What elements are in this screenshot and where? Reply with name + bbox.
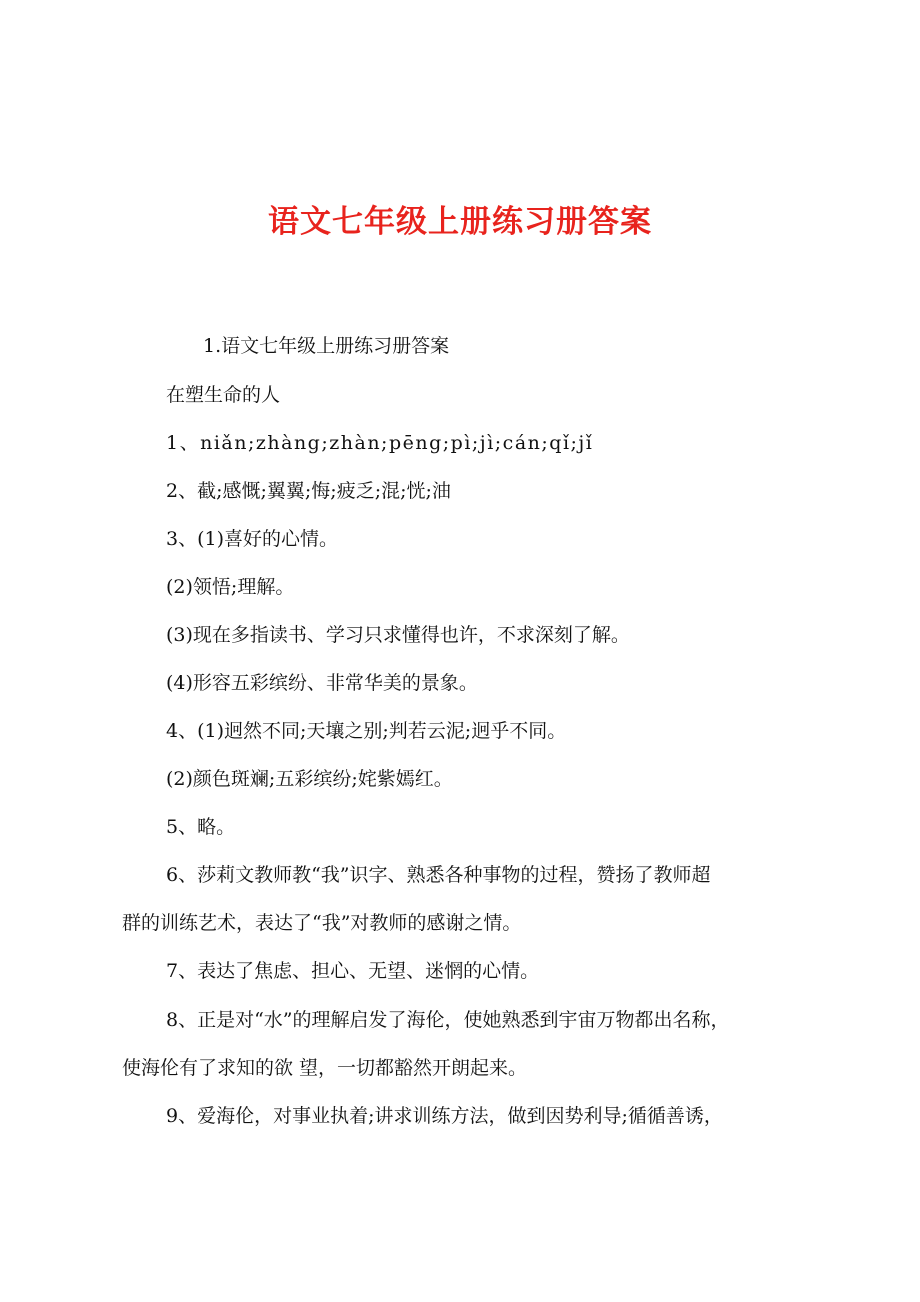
answer-line: 4、(1)迥然不同;天壤之别;判若云泥;迥乎不同。: [166, 720, 567, 742]
answer-line-continued: 使海伦有了求知的欲 望，一切都豁然开朗起来。: [122, 1057, 528, 1079]
answer-line: 5、略。: [166, 816, 236, 838]
answer-line: 7、表达了焦虑、担心、无望、迷惘的心情。: [166, 960, 540, 982]
answer-line: 6、莎莉文教师教“我”识字、熟悉各种事物的过程，赞扬了教师超: [166, 864, 711, 886]
answer-line: (2)颜色斑斓;五彩缤纷;姹紫嫣红。: [166, 768, 453, 790]
answer-line-continued: 群的训练艺术，表达了“我”对教师的感谢之情。: [122, 912, 522, 934]
answer-line: 3、(1)喜好的心情。: [166, 528, 339, 550]
answer-line: 1、niǎn;zhàng;zhàn;pēng;pì;jì;cán;qǐ;jǐ: [166, 432, 594, 454]
answer-line: (2)领悟;理解。: [166, 576, 295, 598]
answer-line: (3)现在多指读书、学习只求懂得也许，不求深刻了解。: [166, 624, 630, 646]
answer-line: (4)形容五彩缤纷、非常华美的景象。: [166, 672, 478, 694]
answer-line: 2、截;感慨;翼翼;悔;疲乏;混;恍;油: [166, 480, 451, 502]
document-title: 语文七年级上册练习册答案: [268, 204, 652, 240]
answer-line: 9、爱海伦，对事业执着;讲求训练方法，做到因势利导;循循善诱，: [166, 1105, 723, 1127]
lesson-title: 在塑生命的人: [166, 384, 281, 406]
section-heading: 1.语文七年级上册练习册答案: [203, 335, 450, 357]
answer-line: 8、正是对“水”的理解启发了海伦，使她熟悉到宇宙万物都出名称，: [166, 1009, 730, 1031]
